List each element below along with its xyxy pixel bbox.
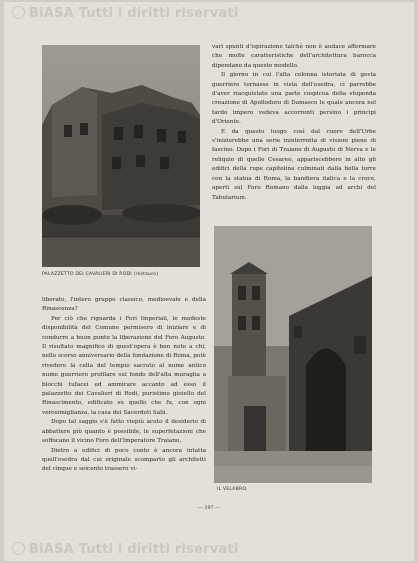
left-text-column — [42, 296, 206, 475]
right-text-column — [212, 43, 376, 203]
paragraph: Per ciò che riguarda i Fori Imperiali, le modeste disponibilità del Comune permisero di iniziare e di condurre a buon punto la liberazione del Foro Augusto. Il risultato magnifico di quest'opera è ben noto a chi, nello scorso anniversario della fondazione di Roma, potè rivedere la cella del tempio sacrato al nume antico nume guerriero profilare sul fondo dell'alta muraglia a blocchi tufacei ed ammirare accanto ad esso il palazzetto dei Cavalieri di Rodi, puristimo gioiello del Rinascimento, edificato su quello che fu, con ogni verosimiglianza, la casa dei Sacerdoti Salii. — [42, 315, 206, 416]
watermark-bottom: BiASA Tutti i diritti riservati — [12, 542, 238, 557]
paragraph: Dietro a edifici di poco conto è ancora intatta quell'esedra dal cui originale scomparto gli architetti del cinque e seicento trassero vi- — [42, 447, 206, 473]
paragraph: Dopo tal saggio s'è fatto viepiù acuto il desiderio di abbattere più quanto è possibile, le superfetazioni che soffocano il vicino Foro dell'Imperatore Traiano. — [42, 419, 206, 445]
copyright-circle-icon — [12, 6, 25, 19]
paragraph: E da questo luogo così dal cuore dell'Urbe s'inizierebbe una serie ininterrotta di visioni piene di fascino. Dopo i Fori di Traiano di Augusto di Nerva e le reliquie di quello Cesareo, appariscebbero in alto gli edifici della rupe capitolina culminati dalla bella torre con la statua di Roma, la bandiera italica e la croce, aperti sul Foro Romano dalla loggia ad archi del Tabularium. — [212, 128, 376, 201]
caption-photo-1: PALAZZETTO DEI CAVALIERI DI RODI (restauro) — [42, 272, 159, 277]
velabro-illustration — [214, 226, 372, 483]
watermark-top: BiASA Tutti i diritti riservati — [12, 6, 238, 21]
paragraph: vari spunti d'ispirazione talchè non è audace affermare che molte caratteristiche dell'architettura barocca dipendano da questo modello. — [212, 44, 376, 69]
photo-palazzetto-cavalieri-rodi — [42, 45, 200, 267]
paragraph: liberato, l'intero gruppo classico, medioevale e della Rinascenza? — [42, 297, 206, 313]
page-number: — 397 — — [198, 506, 220, 511]
caption-photo-2: IL VELABRO. — [217, 487, 248, 492]
photo-velabro — [214, 226, 372, 483]
document-page — [4, 2, 414, 561]
paragraph: Il giorno in cui l'alta colonna istoriata di gesta guerriere tornasse in vista dell'esedra, ci parrebbe d'aver riacquistato una parte cospicua della stupenda creazione di Apollodoro di Damasco le quale ancora nel tardo impero vedeva accorrenti persino i principi d'Oriente. — [212, 72, 376, 126]
copyright-circle-icon — [12, 542, 25, 555]
palazzetto-illustration — [42, 45, 200, 267]
